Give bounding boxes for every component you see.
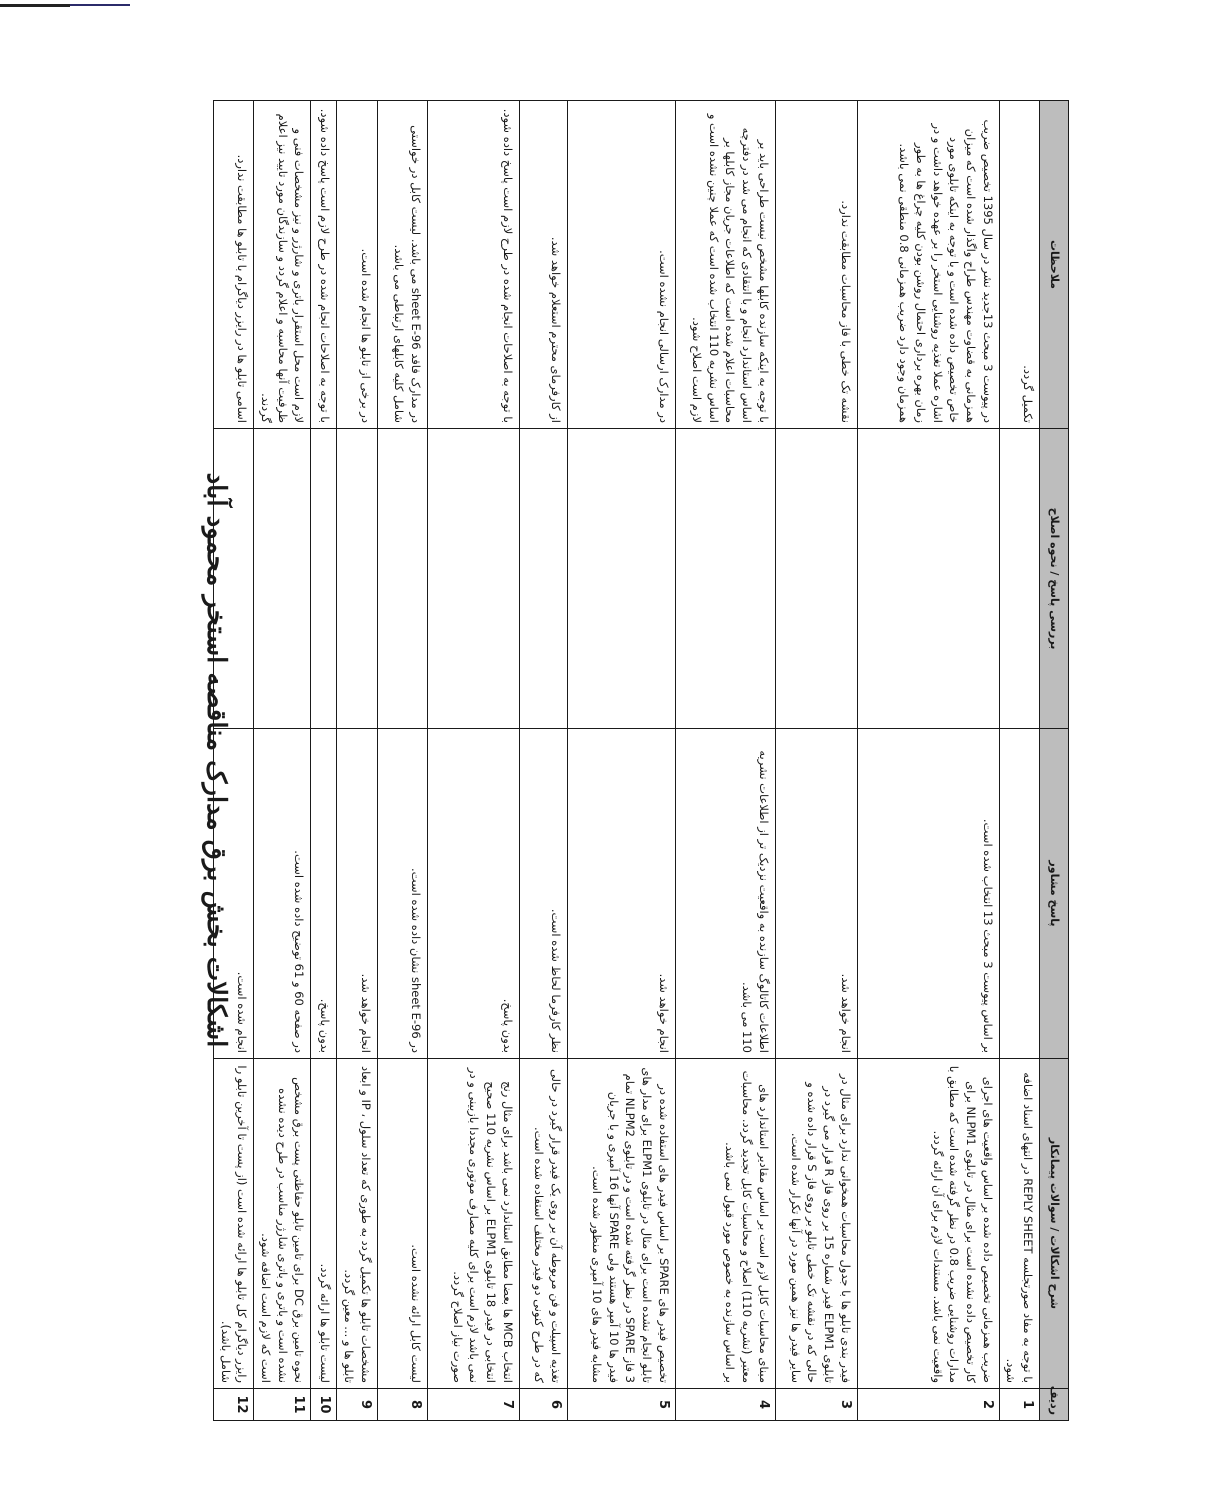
row-note: در پیوست 3 مبحث 13جدید نشر در سال 1395 تخصیص ضریب همزمانی به قضاوت مهندس طراح واگذار شده است که میزان خاص تخصیص داده شده است و با توجه به اینکه تابلوی مورد اشاره عملا تغذیه روشنایی استخر را بر عهده خواهد داشت و در زمان بهره برداری احتمال روشن بودن کلیه چراغ ها به طور همزمان وجود دارد ضریب همزمانی 0.8 منطقی نمی باشد. — [857, 101, 999, 429]
rotated-page — [159, 100, 1069, 1420]
row-note: در برخی از تابلو ها انجام شده است. — [337, 101, 377, 429]
row-review — [311, 429, 337, 729]
table-row — [427, 101, 519, 1421]
col-header-reply: پاسخ مشاور — [1040, 729, 1069, 1059]
row-number: 3 — [775, 1389, 857, 1421]
row-note: با توجه به اینکه سازنده کابلها مشخص نیست طراحی باید بر اساس استاندارد انجام و با انتقادی که انجام می شد در دفترچه محاسبات اعلام شده است که اطلاعات جریان مجاز کابلها بر اساس نشریه 110 انتخاب شده است که عملا چنین نشده است و لازم است اصلاح شود. — [675, 101, 775, 429]
row-reply: در صفحه 60 و 61 توضیح داده شده است. — [254, 729, 311, 1059]
scan-edge-mark-blue — [70, 4, 130, 6]
table-row — [999, 101, 1039, 1421]
row-number: 7 — [427, 1389, 519, 1421]
row-issue: تغذیه اسپیلت و فن مربوطه آن بر روی یک فیدر قرار گیرد در حالی که در طرح کنونی دو فیدر مختلف استفاده شده است. — [519, 1059, 567, 1389]
table-row — [675, 101, 775, 1421]
row-number: 5 — [567, 1389, 675, 1421]
row-note: لازم است محل استقرار باتری و شارژر و نیز مشخصات فنی و ظرفیت آنها محاسبه و اعلام گردد و سازندگان مورد تایید نیز اعلام گردند. — [254, 101, 311, 429]
row-issue: لیست تابلو ها ارائه گردد. — [311, 1059, 337, 1389]
row-number: 4 — [675, 1389, 775, 1421]
row-issue: فیدر بندی تابلو ها با جدول محاسبات همخوانی ندارد برای مثال در تابلوی ELPM1 فیدر شماره 15 بر روی فاز R قرار می گیرد در حالی که در نقشه تک خطی تابلو بر روی فاز S قرار داده شده و سایر فیدر ها نیز همین مورد در آنها تکرار شده است. — [775, 1059, 857, 1389]
row-issue: مبنای محاسبات کابل لازم است بر اساس مقادیر استاندارد های معتبر (نشریه 110) اصلاح و محاسبات کابل تجدید گردد. محاسبات بر اساس سازنده به خصوص مورد قبول نمی باشد. — [675, 1059, 775, 1389]
row-reply: انجام شده است. — [213, 729, 253, 1059]
row-issue: تخصیص فیدر های SPARE بر اساس فیدر های استفاده شده در تابلو انجام نشده است برای مثال در تابلوی ELPM1 برای مدار های 3 فاز SPARE در نظر گرفته شده است و در تابلوی NLPM2 تمام فیدر ها 10 آمپر هستند ولی SPARE آنها 16 آمپری و با جریان مشابه فیدر های 10 آمپری منظور شده است. — [567, 1059, 675, 1389]
row-issue: با توجه به مفاد صورتجلسه REPLY SHEET در انتهای اسناد اضافه شود. — [999, 1059, 1039, 1389]
table-row — [337, 101, 377, 1421]
row-note: در مدارک فاقد sheet E-96 می باشد. لیست کابل در خواستی شامل کلیه کابلهای ارتباطی می باشد. — [377, 101, 427, 429]
row-review — [519, 429, 567, 729]
row-reply: در sheet E-96 نشان داده شده است. — [377, 729, 427, 1059]
row-note: از کارفرمای محترم استعلام خواهد شد. — [519, 101, 567, 429]
row-number: 1 — [999, 1389, 1039, 1421]
row-note: اسامی تابلو ها در رایزر دیاگرام با تابلو ها مطابقت ندارد. — [213, 101, 253, 429]
row-issue: لیست کابل ارائه نشده است. — [377, 1059, 427, 1389]
row-number: 10 — [311, 1389, 337, 1421]
row-review — [427, 429, 519, 729]
row-note: در مدارک ارسالی انجام نشده است. — [567, 101, 675, 429]
page-title: اشکالات بخش برق مدارک مناقصه استخر محمود آباد — [201, 472, 231, 1048]
row-issue: نحوه تامین برق DC برای تامین تابلو حفاظتی پست برق مشخص نشده است و باتری و باتری شارژر مناسب در طرح دیده نشده است که لازم است اضافه شود. — [254, 1059, 311, 1389]
col-header-number: ردیف — [1040, 1389, 1069, 1421]
row-note: با توجه به اصلاحات انجام شده در طرح لازم است پاسخ داده شود. — [311, 101, 337, 429]
header-row — [1040, 101, 1069, 1421]
row-reply: انجام خواهد شد. — [337, 729, 377, 1059]
row-review — [567, 429, 675, 729]
table-row — [254, 101, 311, 1421]
scan-edge-mark — [0, 4, 70, 7]
row-number: 6 — [519, 1389, 567, 1421]
issues-table — [213, 100, 1069, 1421]
row-reply: بدون پاسخ. — [427, 729, 519, 1059]
table-row — [377, 101, 427, 1421]
row-review — [675, 429, 775, 729]
row-reply: انجام خواهد شد. — [567, 729, 675, 1059]
row-issue: انتخاب MCB ها بعضا مطابق استاندارد نمی باشد برای مثال رنج انتخابی در فیدر 18 تابلوی ELPM1 بر اساس نشریه 110 صحیح نمی باشد لازم است برای کلیه مصارف موتوری مجددا بازبینی و در صورت نیاز اصلاح گردد. — [427, 1059, 519, 1389]
row-reply: انجام خواهد شد. — [775, 729, 857, 1059]
row-review — [337, 429, 377, 729]
row-note: تکمیل گردد. — [999, 101, 1039, 429]
row-reply: اطلاعات کاتالوگ سازنده به واقعیت نزدیک تر از اطلاعات نشریه 110 می باشد. — [675, 729, 775, 1059]
issues-table-body — [213, 101, 1039, 1421]
col-header-issue: شرح اشکالات / سوالات پیمانکار — [1040, 1059, 1069, 1389]
row-review — [254, 429, 311, 729]
table-row — [311, 101, 337, 1421]
table-row — [519, 101, 567, 1421]
table-row — [775, 101, 857, 1421]
row-note: با توجه به اصلاحات انجام شده در طرح لازم است پاسخ داده شود. — [427, 101, 519, 429]
row-review — [999, 429, 1039, 729]
row-review — [377, 429, 427, 729]
row-number: 9 — [337, 1389, 377, 1421]
row-reply: نظر کارفرما لحاظ شده است. — [519, 729, 567, 1059]
row-reply: بدون پاسخ. — [311, 729, 337, 1059]
row-issue: ضریب همزمانی تخصیص داده شده بر اساس واقعیت های اجرای کار تخصیص داده نشده است برای مثال در تابلوی NLPM1 برای مدارات روشنایی ضریب 0.8 در نظر گرفته شده است که مطابق با واقعیت نمی باشد. مستندات لازم برای آن ارائه گردد. — [857, 1059, 999, 1389]
row-issue: مشخصات تابلو ها تکمیل گردد به طوری که تعداد سلول ، IP و ابعاد تابلو ها و ... معین گردد. — [337, 1059, 377, 1389]
row-number: 8 — [377, 1389, 427, 1421]
issues-table-header — [1040, 101, 1069, 1421]
row-issue: رایزر دیاگرام کل تابلو ها ارائه شده است (از پست تا آخرین تابلو را شامل باشد). — [213, 1059, 253, 1389]
row-number: 12 — [213, 1389, 253, 1421]
row-review — [775, 429, 857, 729]
row-number: 2 — [857, 1389, 999, 1421]
row-reply: بر اساس پیوست 3 مبحث 13 انتخاب شده است. — [857, 729, 999, 1059]
row-reply — [999, 729, 1039, 1059]
table-row — [857, 101, 999, 1421]
row-number: 11 — [254, 1389, 311, 1421]
row-review — [857, 429, 999, 729]
col-header-review: بررسی پاسخ / نحوه اصلاح — [1040, 429, 1069, 729]
col-header-note: ملاحظات — [1040, 101, 1069, 429]
row-note: نقشه تک خطی با فاز محاسبات مطابقت ندارد. — [775, 101, 857, 429]
table-row — [567, 101, 675, 1421]
